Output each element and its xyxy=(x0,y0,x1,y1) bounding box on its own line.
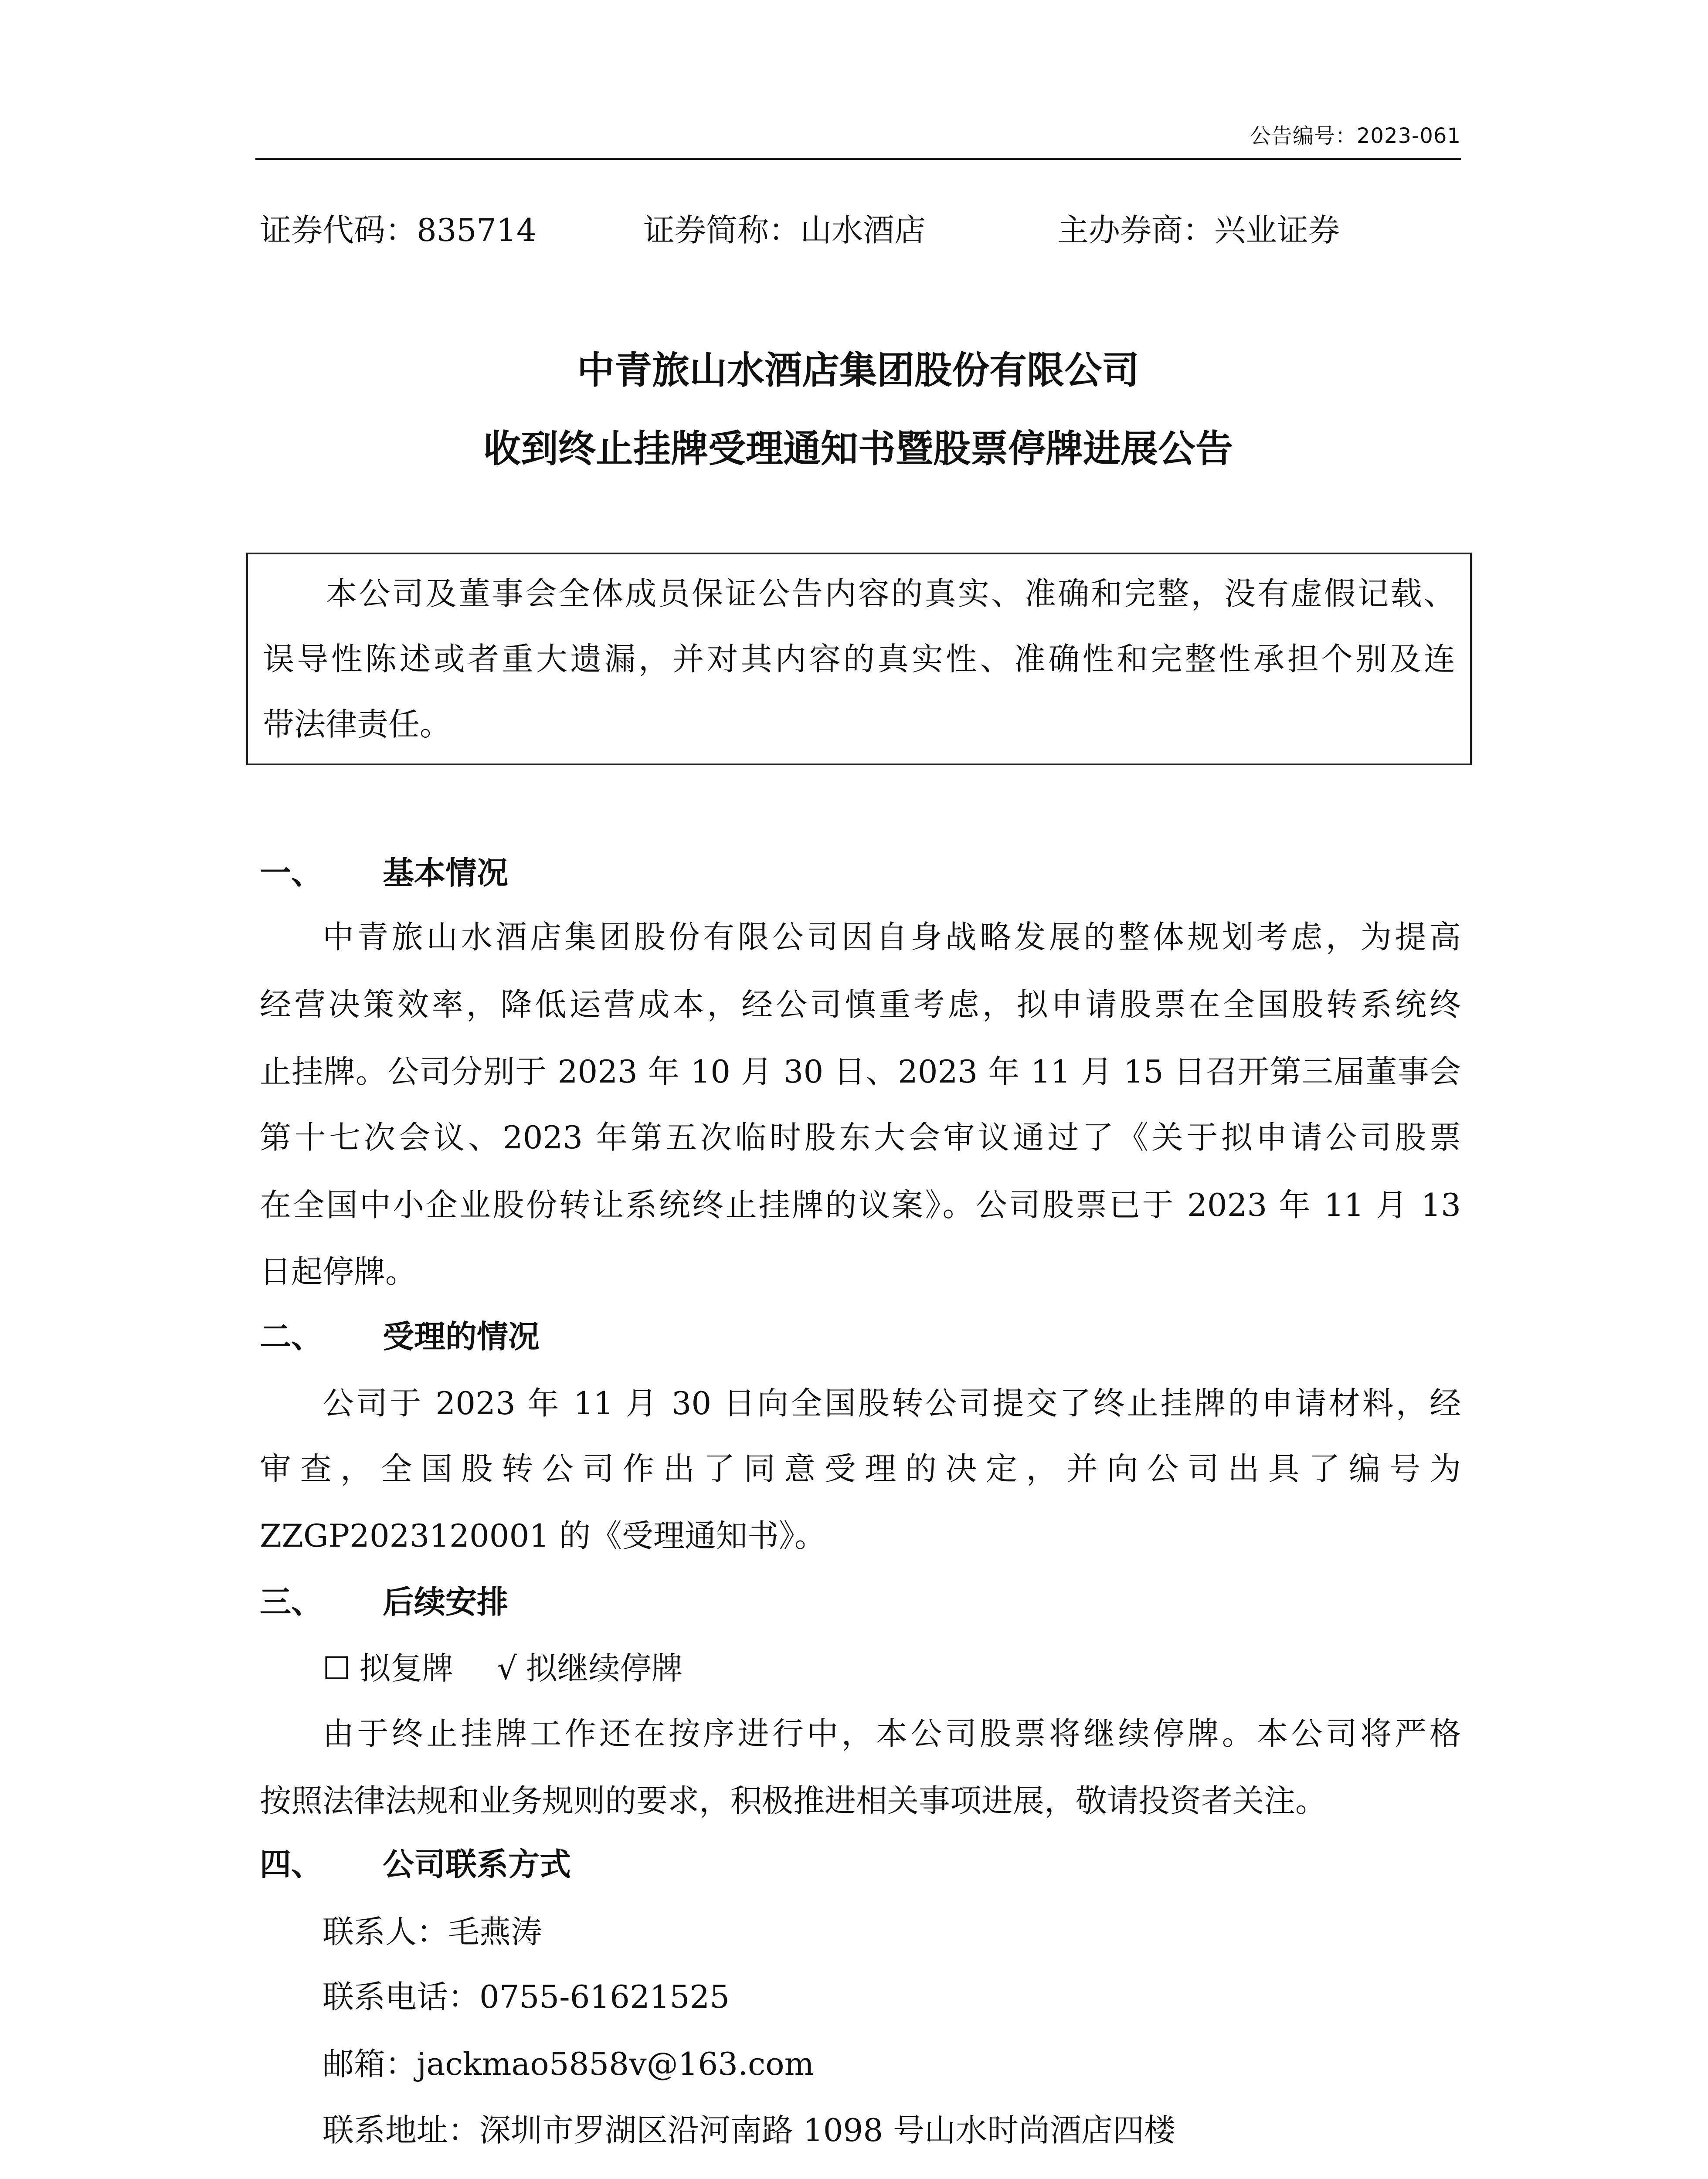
disclaimer-line: 带法律责任。 xyxy=(263,706,452,743)
resume-option-label: 拟复牌 xyxy=(359,1650,454,1687)
header-rule xyxy=(255,158,1461,160)
paragraph-line: 审查，全国股转公司作出了同意受理的决定，并向公司出具了编号为 xyxy=(260,1450,1461,1487)
paragraph-line: 公司于 2023 年 11 月 30 日向全国股转公司提交了终止挂牌的申请材料，经 xyxy=(323,1385,1461,1422)
disclaimer-box xyxy=(246,553,1472,765)
section-number: 一、 xyxy=(260,855,323,891)
checkbox-unchecked-icon: ☐ xyxy=(323,1650,351,1687)
section-title: 公司联系方式 xyxy=(383,1846,571,1883)
section-number: 二、 xyxy=(260,1318,323,1355)
section-title: 基本情况 xyxy=(383,855,509,891)
paragraph-line: ZZGP2023120001 的《受理通知书》。 xyxy=(260,1517,826,1554)
section-title: 后续安排 xyxy=(383,1584,509,1620)
section-number: 四、 xyxy=(260,1846,323,1883)
contact-person: 联系人：毛燕涛 xyxy=(323,1914,543,1950)
notice-number: 公告编号：2023-061 xyxy=(1250,124,1461,148)
section-number: 三、 xyxy=(260,1584,323,1620)
contact-phone: 联系电话：0755-61621525 xyxy=(323,1979,730,2015)
disclaimer-line: 本公司及董事会全体成员保证公告内容的真实、准确和完整，没有虚假记载、 xyxy=(326,575,1455,612)
paragraph-line: 中青旅山水酒店集团股份有限公司因自身战略发展的整体规划考虑，为提高 xyxy=(323,919,1461,955)
paragraph-line: 第十七次会议、2023 年第五次临时股东大会审议通过了《关于拟申请公司股票 xyxy=(260,1119,1461,1156)
paragraph-line: 由于终止挂牌工作还在按序进行中，本公司股票将继续停牌。本公司将严格 xyxy=(323,1715,1461,1752)
paragraph-line: 日起停牌。 xyxy=(260,1253,417,1290)
paragraph-line: 经营决策效率，降低运营成本，经公司慎重考虑，拟申请股票在全国股转系统终 xyxy=(260,986,1461,1023)
paragraph-line: 按照法律法规和业务规则的要求，积极推进相关事项进展，敬请投资者关注。 xyxy=(260,1782,1327,1819)
security-code: 证券代码：835714 xyxy=(260,212,537,248)
section-title: 受理的情况 xyxy=(383,1318,540,1355)
paragraph-line: 在全国中小企业股份转让系统终止挂牌的议案》。公司股票已于 2023 年 11 月 13 xyxy=(260,1187,1461,1223)
security-short-name: 证券简称：山水酒店 xyxy=(643,212,926,248)
title-line-2: 收到终止挂牌受理通知书暨股票停牌进展公告 xyxy=(483,427,1233,471)
continue-suspension-label: 拟继续停牌 xyxy=(526,1650,683,1687)
title-line-1: 中青旅山水酒店集团股份有限公司 xyxy=(577,349,1139,392)
contact-address: 联系地址：深圳市罗湖区沿河南路 1098 号山水时尚酒店四楼 xyxy=(323,2112,1176,2148)
check-mark-icon: √ xyxy=(497,1650,517,1687)
sponsor-broker: 主办券商：兴业证券 xyxy=(1057,212,1340,248)
resume-choice-row xyxy=(323,1646,1456,1690)
disclaimer-line: 误导性陈述或者重大遗漏，并对其内容的真实性、准确性和完整性承担个别及连 xyxy=(263,641,1455,677)
contact-email: 邮箱：jackmao5858v@163.com xyxy=(323,2046,814,2082)
paragraph-line: 止挂牌。公司分别于 2023 年 10 月 30 日、2023 年 11 月 15 日召开第三届董事会 xyxy=(260,1053,1461,1090)
